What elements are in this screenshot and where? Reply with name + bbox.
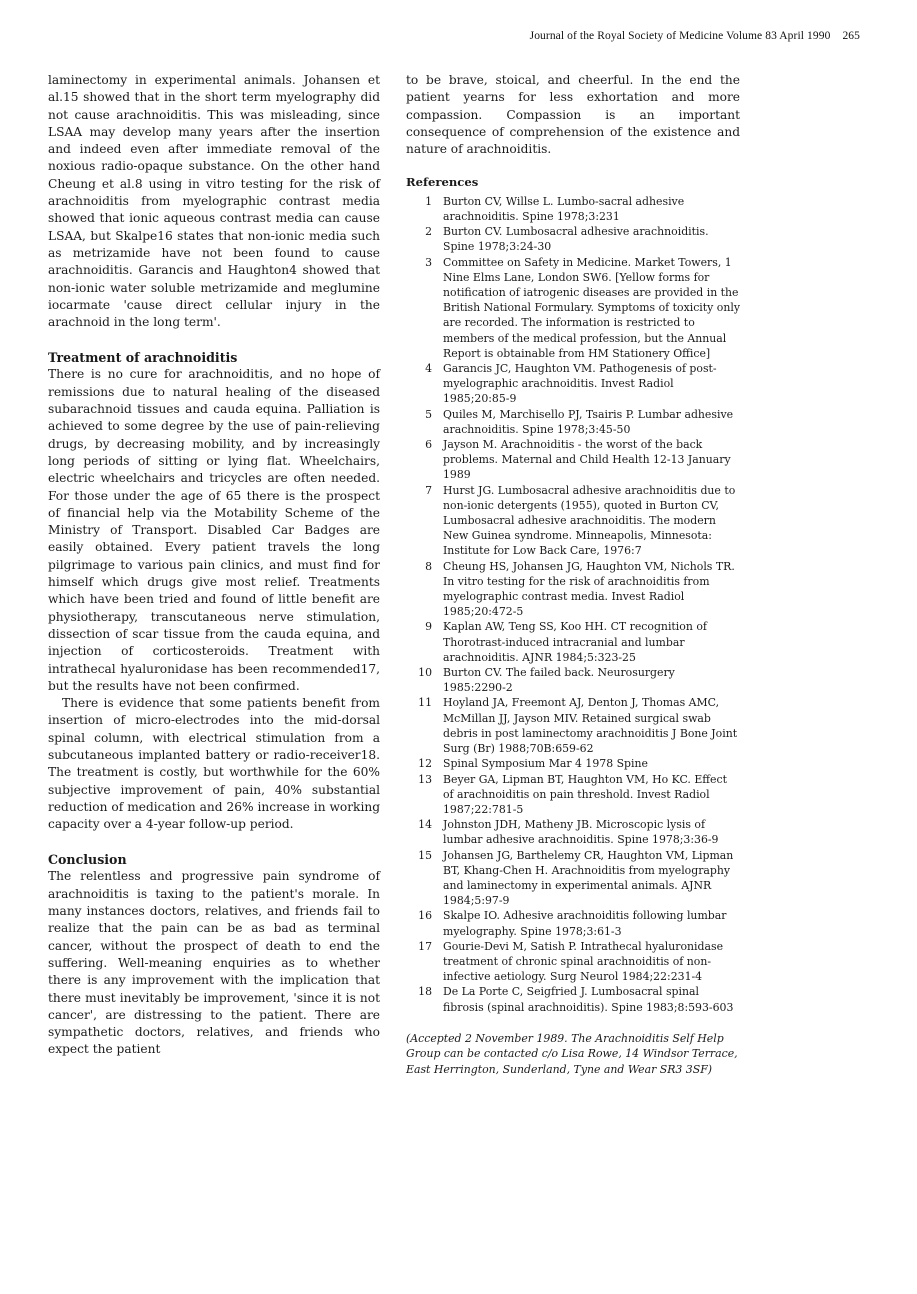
reference-number: 3 — [425, 255, 432, 269]
reference-item — [406, 772, 740, 818]
conclusion-heading: Conclusion — [48, 852, 127, 868]
reference-text: Hurst JG. Lumbosacral adhesive arachnoiditis due to non-ionic detergents (1955), quoted in Burton CV, Lumbosacral adhesive arachnoiditis. The modern New Guinea syndrome. Minneapolis, Minnesota: Institute for Low Back Care, 1976:7 — [443, 483, 736, 558]
reference-item — [406, 224, 740, 254]
reference-text: Gourie-Devi M, Satish P. Intrathecal hyaluronidase treatment of chronic spinal arachnoiditis of non-infective aetiology. Surg Neurol 1984;22:231-4 — [443, 939, 724, 984]
journal-citation: Journal of the Royal Society of Medicine Volume 83 April 1990 — [529, 30, 831, 42]
treatment-paragraph-1: There is no cure for arachnoiditis, and no hope of remissions due to natural healing of the diseased subarachnoid tissues and cauda equina. Palliation is achieved to some degree by the use of pain-relieving drugs, by decreasing mobility, and by increasingly long periods of sitting or lying flat. Wheelchairs, electric wheelchairs and tricycles are often needed. For those under the age of 65 there is the prospect of financial help via the Motability Scheme of the Ministry of Transport. Disabled Car Badges are easily obtained. Every patient travels the long pilgrimage to various pain clinics, and must find for himself which drugs give most relief. Treatments which have been tried and found of little benefit are physiotherapy, transcutaneous nerve stimulation, dissection of scar tissue from the cauda equina, and injection of corticosteroids. Treatment with intrathecal hyaluronidase has been recommended17, but the results have not been confirmed. — [48, 367, 380, 693]
reference-number: 4 — [425, 362, 432, 376]
page-number: 265 — [842, 30, 860, 42]
reference-text: Beyer GA, Lipman BT, Haughton VM, Ho KC. Effect of arachnoiditis on pain threshold. Invest Radiol 1987;22:781-5 — [443, 772, 727, 816]
reference-item — [406, 984, 740, 1014]
reference-item — [406, 908, 740, 938]
reference-text: Johnston JDH, Matheny JB. Microscopic lysis of lumbar adhesive arachnoiditis. Spine 1978;3:36-9 — [443, 818, 719, 847]
reference-number: 15 — [418, 848, 432, 862]
reference-item — [406, 361, 740, 407]
reference-text: Spinal Symposium Mar 4 1978 Spine — [443, 757, 648, 771]
reference-text: De La Porte C, Seigfried J. Lumbosacral spinal fibrosis (spinal arachnoiditis). Spine 1983;8:593-603 — [443, 985, 734, 1014]
reference-text: Cheung HS, Johansen JG, Haughton VM, Nichols TR. In vitro testing for the risk of arachnoiditis from myelographic contrast media. Invest Radiol 1985;20:472-5 — [443, 559, 735, 619]
reference-item — [406, 665, 740, 695]
reference-number: 5 — [425, 407, 432, 421]
reference-text: Skalpe IO. Adhesive arachnoiditis following lumbar myelography. Spine 1978;3:61-3 — [443, 909, 727, 938]
reference-number: 8 — [425, 559, 432, 573]
reference-item — [406, 255, 740, 361]
reference-text: Committee on Safety in Medicine. Market Towers, 1 Nine Elms Lane, London SW6. [Yellow forms for notification of iatrogenic diseases are provided in the British National Formulary. Symptoms of toxicity only are recorded. The information is restricted to members of the medical profession, but the Annual Report is obtainable from HM Stationery Office] — [443, 255, 740, 360]
reference-text: Quiles M, Marchisello PJ, Tsairis P. Lumbar adhesive arachnoiditis. Spine 1978;3:45-50 — [443, 407, 734, 436]
reference-number: 10 — [418, 666, 432, 680]
reference-number: 7 — [425, 483, 432, 497]
treatment-paragraph-2: There is evidence that some patients benefit from insertion of micro-electrodes into the mid-dorsal spinal column, with electrical stimulation from a subcutaneous implanted battery or radio-receiver18. The treatment is costly, but worthwhile for the 60% subjective improvement of pain, 40% substantial reduction of medication and 26% increase in working capacity over a 4-year follow-up period. — [48, 696, 380, 832]
reference-item — [406, 407, 740, 437]
reference-number: 13 — [418, 772, 432, 786]
running-header — [530, 30, 860, 42]
reference-item — [406, 437, 740, 483]
reference-item — [406, 848, 740, 909]
continuation-paragraph: to be brave, stoical, and cheerful. In the end the patient yearns for less exhortation and more compassion. Compassion is an important consequence of comprehension of the existence and nature of arachnoiditis. — [406, 73, 740, 157]
reference-item — [406, 939, 740, 985]
treatment-heading: Treatment of arachnoiditis — [48, 350, 238, 366]
reference-text: Kaplan AW, Teng SS, Koo HH. CT recognition of Thorotrast-induced intracranial and lumbar arachnoiditis. AJNR 1984;5:323-25 — [443, 620, 707, 664]
reference-number: 12 — [418, 757, 432, 771]
reference-number: 18 — [418, 985, 432, 999]
references-list — [406, 194, 740, 1015]
reference-number: 17 — [418, 939, 432, 953]
reference-item — [406, 619, 740, 665]
reference-item — [406, 559, 740, 620]
left-column — [48, 72, 380, 1059]
reference-text: Hoyland JA, Freemont AJ, Denton J, Thomas AMC, McMillan JJ, Jayson MIV. Retained surgical swab debris in post laminectomy arachnoiditis J Bone Joint Surg (Br) 1988;70B:659-62 — [443, 696, 738, 756]
reference-number: 2 — [425, 225, 432, 239]
reference-text: Burton CV. The failed back. Neurosurgery 1985:2290-2 — [443, 666, 675, 695]
reference-number: 1 — [425, 194, 432, 208]
reference-number: 6 — [425, 438, 432, 452]
intro-paragraph: laminectomy in experimental animals. Johansen et al.15 showed that in the short term myelography did not cause arachnoiditis. This was misleading, since LSAA may develop many years after the insertion and indeed even after immediate removal of the noxious radio-opaque substance. On the other hand Cheung et al.8 using in vitro testing for the risk of arachnoiditis from myelographic contrast media showed that ionic aqueous contrast media can cause LSAA, but Skalpe16 states that non-ionic media such as metrizamide have not been found to cause arachnoiditis. Garancis and Haughton4 showed that non-ionic water soluble metrizamide and meglumine iocarmate 'cause direct cellular injury in the arachnoid in the long term'. — [48, 73, 380, 330]
reference-item — [406, 756, 740, 771]
reference-text: Jayson M. Arachnoiditis - the worst of the back problems. Maternal and Child Health 12-13 January 1989 — [443, 438, 731, 482]
right-column — [406, 72, 740, 1077]
reference-item — [406, 817, 740, 847]
reference-item — [406, 483, 740, 559]
references-heading: References — [406, 175, 479, 190]
reference-text: Burton CV, Willse L. Lumbo-sacral adhesive arachnoiditis. Spine 1978;3:231 — [443, 194, 685, 223]
conclusion-paragraph: The relentless and progressive pain syndrome of arachnoiditis is taxing to the patient's morale. In many instances doctors, relatives, and friends fail to realize that the pain can be as bad as terminal cancer, without the prospect of death to end the suffering. Well-meaning enquiries as to whether there is any improvement with the implication that there must inevitably be improvement, 'since it is not cancer', are distressing to the patient. There are sympathetic doctors, relatives, and friends who expect the patient — [48, 869, 380, 1057]
reference-number: 16 — [418, 909, 432, 923]
accepted-note: (Accepted 2 November 1989. The Arachnoiditis Self Help Group can be contacted c/o Lisa Rowe, 14 Windsor Terrace, East Herrington, Sunderland, Tyne and Wear SR3 3SF) — [406, 1031, 738, 1076]
reference-number: 11 — [418, 696, 432, 710]
reference-item — [406, 194, 740, 224]
reference-text: Johansen JG, Barthelemy CR, Haughton VM, Lipman BT, Khang-Chen H. Arachnoiditis from myelography and laminectomy in experimental animals. AJNR 1984;5:97-9 — [443, 848, 734, 908]
reference-number: 9 — [425, 620, 432, 634]
reference-item — [406, 695, 740, 756]
reference-text: Garancis JC, Haughton VM. Pathogenesis of post-myelographic arachnoiditis. Invest Radiol 1985;20:85-9 — [443, 362, 717, 406]
reference-text: Burton CV. Lumbosacral adhesive arachnoiditis. Spine 1978;3:24-30 — [443, 225, 709, 254]
reference-number: 14 — [418, 818, 432, 832]
